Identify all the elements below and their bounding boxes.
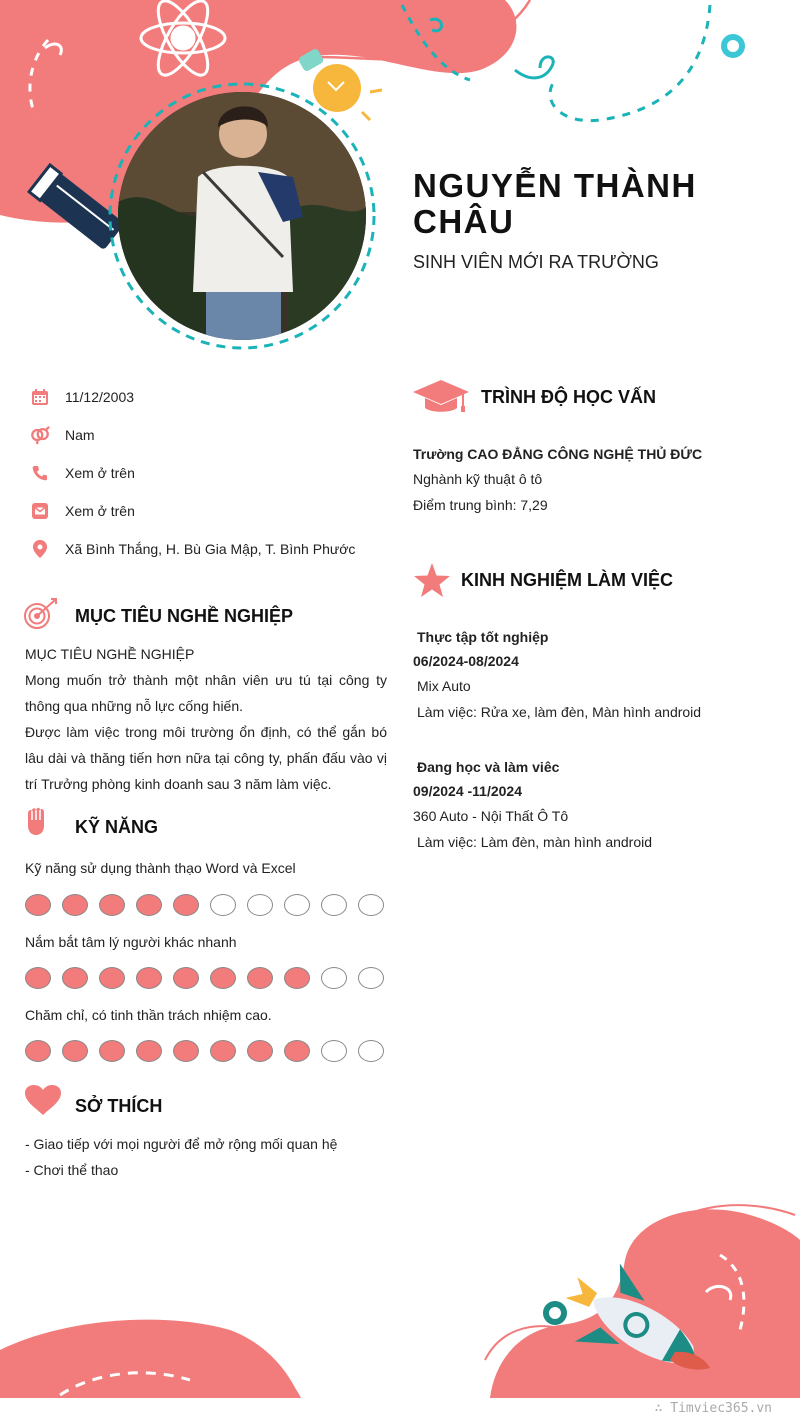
rating-dot-filled xyxy=(99,1040,125,1062)
rating-dot-filled xyxy=(99,967,125,989)
rating-dot-filled xyxy=(284,967,310,989)
job-title: SINH VIÊN MỚI RA TRƯỜNG xyxy=(413,252,659,272)
hobbies-heading: SỞ THÍCH xyxy=(75,1096,163,1116)
skill-name: Chăm chỉ, có tinh thần trách nhiệm cao. xyxy=(25,1007,272,1023)
candidate-name: NGUYỄN THÀNH CHÂU xyxy=(413,167,697,240)
hobby-item: - Giao tiếp với mọi người để mở rộng mối quan hệ xyxy=(25,1136,338,1152)
gpa: Điểm trung bình: 7,29 xyxy=(413,497,548,513)
job-position: Thực tập tốt nghiệp xyxy=(417,629,549,645)
rating-dot-filled xyxy=(247,1040,273,1062)
rating-dot-filled xyxy=(210,967,236,989)
email-text: Xem ở trên xyxy=(65,503,135,519)
rating-dot-empty xyxy=(321,1040,347,1062)
star-icon xyxy=(414,563,450,602)
rating-dot-filled xyxy=(136,1040,162,1062)
contact-gender xyxy=(30,423,95,447)
education-heading: TRÌNH ĐỘ HỌC VẤN xyxy=(481,387,656,407)
graduation-cap-icon xyxy=(413,380,469,419)
gender-icon xyxy=(30,425,50,445)
job-position: Đang học và làm viêc xyxy=(417,759,560,775)
job-period: 06/2024-08/2024 xyxy=(413,653,519,669)
skill-rating xyxy=(25,1040,384,1062)
address-text: Xã Bình Thắng, H. Bù Gia Mập, T. Bình Phước xyxy=(65,541,356,557)
major: Nghành kỹ thuật ô tô xyxy=(413,471,543,487)
gender-text: Nam xyxy=(65,427,95,443)
school-name: Trường CAO ĐẲNG CÔNG NGHỆ THỦ ĐỨC xyxy=(413,446,703,462)
rating-dot-filled xyxy=(173,967,199,989)
hobby-item: - Chơi thể thao xyxy=(25,1162,119,1178)
skills-heading: KỸ NĂNG xyxy=(75,817,159,837)
objective-subheading: MỤC TIÊU NGHỀ NGHIỆP xyxy=(25,646,195,662)
contact-email xyxy=(30,499,135,523)
rating-dot-filled xyxy=(62,1040,88,1062)
avatar xyxy=(118,92,366,340)
rating-dot-empty xyxy=(321,967,347,989)
rating-dot-empty xyxy=(247,894,273,916)
calendar-icon xyxy=(30,387,50,407)
heart-icon xyxy=(25,1085,61,1120)
contact-phone xyxy=(30,461,135,485)
map-pin-icon xyxy=(30,539,50,559)
phone-text: Xem ở trên xyxy=(65,465,135,481)
rating-dot-empty xyxy=(358,967,384,989)
contact-address xyxy=(30,537,356,561)
rating-dot-filled xyxy=(136,894,162,916)
skill-rating xyxy=(25,967,384,989)
email-icon xyxy=(30,501,50,521)
rating-dot-filled xyxy=(136,967,162,989)
rating-dot-filled xyxy=(210,1040,236,1062)
job-company: 360 Auto - Nội Thất Ô Tô xyxy=(413,808,569,824)
rating-dot-empty xyxy=(358,1040,384,1062)
fist-icon xyxy=(25,806,47,841)
rating-dot-filled xyxy=(62,967,88,989)
rating-dot-empty xyxy=(358,894,384,916)
job-duties: Làm việc: Rửa xe, làm đèn, Màn hình android xyxy=(417,704,702,720)
skill-name: Kỹ năng sử dụng thành thạo Word và Excel xyxy=(25,860,296,876)
objective-para-1: Mong muốn trở thành một nhân viên ưu tú tại công ty thông qua những nỗ lực cống hiến. xyxy=(25,672,387,714)
target-icon xyxy=(24,598,58,635)
phone-icon xyxy=(30,463,50,483)
rating-dot-filled xyxy=(25,967,51,989)
birthday-text: 11/12/2003 xyxy=(65,389,135,405)
skill-name: Nắm bắt tâm lý người khác nhanh xyxy=(25,934,237,950)
rating-dot-filled xyxy=(247,967,273,989)
objective-heading: MỤC TIÊU NGHỀ NGHIỆP xyxy=(75,606,294,626)
experience-heading: KINH NGHIỆM LÀM VIỆC xyxy=(461,570,674,590)
job-duties: Làm việc: Làm đèn, màn hình android xyxy=(417,834,653,850)
rating-dot-filled xyxy=(284,1040,310,1062)
rating-dot-filled xyxy=(173,894,199,916)
rating-dot-empty xyxy=(284,894,310,916)
rating-dot-empty xyxy=(210,894,236,916)
rating-dot-empty xyxy=(321,894,347,916)
rating-dot-filled xyxy=(25,1040,51,1062)
rating-dot-filled xyxy=(99,894,125,916)
job-period: 09/2024 -11/2024 xyxy=(413,783,522,799)
contact-birthday xyxy=(30,385,135,409)
watermark: ∴ Timviec365.vn xyxy=(654,1401,772,1416)
rating-dot-filled xyxy=(173,1040,199,1062)
objective-para-2: Được làm việc trong môi trường ổn định, có thể gắn bó lâu dài và thăng tiến hơn nữa tại công ty, phấn đấu vào vị trí Trưởng phòng kinh doanh sau 3 năm làm việc. xyxy=(25,724,387,792)
skill-rating xyxy=(25,894,384,916)
job-company: Mix Auto xyxy=(417,678,471,694)
rating-dot-filled xyxy=(25,894,51,916)
watermark-text: Timviec365.vn xyxy=(670,1401,772,1416)
rating-dot-filled xyxy=(62,894,88,916)
